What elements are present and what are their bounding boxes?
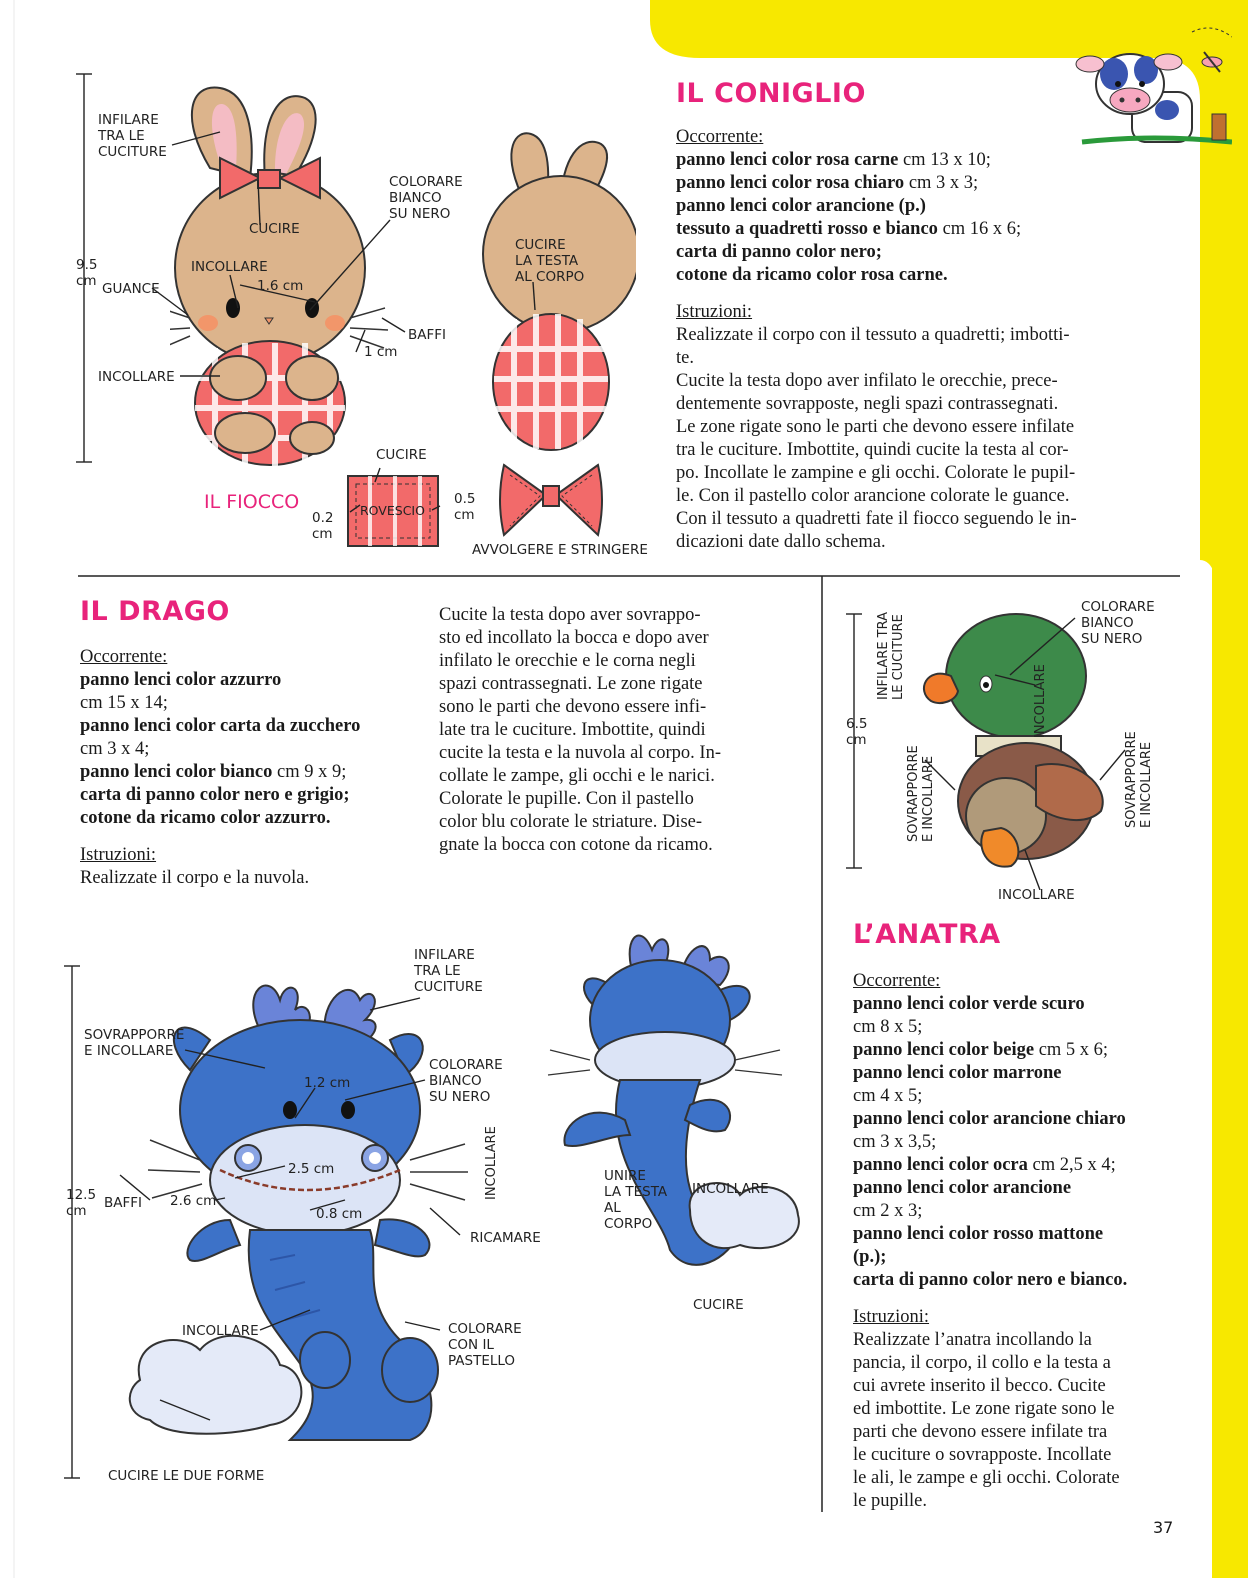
dragon-label-cucire: CUCIRE	[693, 1297, 744, 1313]
material-name: panno lenci color rosso mattone	[853, 1224, 1104, 1244]
material-line	[853, 1131, 1193, 1154]
material-name: carta di panno color nero;	[676, 242, 882, 262]
material-line	[676, 218, 1196, 241]
dragon-label-colorare: COLORARE BIANCO SU NERO	[429, 1057, 503, 1105]
material-size: cm 16 x 6;	[937, 219, 1022, 239]
dragon-nostril-gap: 2.5 cm	[288, 1161, 335, 1177]
instruction-line: te.	[676, 348, 694, 368]
instruction-line: le pupille.	[853, 1491, 927, 1511]
anatra-title: L’ANATRA	[853, 919, 1001, 950]
instruction-line: cucite la testa e la nuvola al corpo. In-	[439, 743, 721, 763]
instruction-line: Cucite la testa dopo aver sovrappo-	[439, 605, 701, 625]
instruction-line: spazi contrassegnati. Le zone rigate	[439, 674, 703, 694]
instruction-line: cui avrete inserito il becco. Cucite	[853, 1376, 1106, 1396]
drago-materials	[80, 646, 430, 890]
drago-instructions-right	[439, 604, 809, 857]
drago-istruzioni-label: Istruzioni:	[80, 845, 157, 865]
material-name: panno lenci color azzurro	[80, 670, 282, 690]
bunny-label-infilare: INFILARE TRA LE CUCITURE	[98, 112, 167, 160]
material-name: panno lenci color arancione	[853, 1178, 1072, 1198]
material-line	[676, 172, 1196, 195]
material-line	[853, 993, 1193, 1016]
material-size: cm 2 x 3;	[853, 1201, 923, 1221]
material-line	[676, 241, 1196, 264]
material-size: cm 3 x 4;	[80, 739, 150, 759]
material-line	[853, 1269, 1193, 1292]
drago-instructions-left	[80, 867, 430, 890]
material-line	[80, 807, 430, 830]
dragon-label-colorare-pastello: COLORARE CON IL PASTELLO	[448, 1321, 522, 1369]
drago-title: IL DRAGO	[80, 596, 230, 627]
material-name: carta di panno color nero e grigio;	[80, 785, 350, 805]
bunny-label-cucire-testa: CUCIRE LA TESTA AL CORPO	[515, 237, 585, 285]
coniglio-occorrente-label: Occorrente:	[676, 127, 764, 147]
instruction-line: late tra le cuciture. Imbottite, quindi	[439, 720, 706, 740]
bunny-label-cucire: CUCIRE	[249, 221, 300, 237]
bow-title: IL FIOCCO	[204, 491, 300, 513]
bunny-whisker-length: 1 cm	[364, 344, 398, 360]
material-size: cm 4 x 5;	[853, 1086, 923, 1106]
instruction-line: collate le zampe, gli occhi e le narici.	[439, 766, 715, 786]
instruction-line: ed imbottite. Le zone rigate sono le	[853, 1399, 1115, 1419]
drago-materials-list	[80, 669, 430, 830]
coniglio-materials	[676, 126, 1196, 554]
coniglio-istruzioni-label: Istruzioni:	[676, 302, 753, 322]
bow-dim-05: 0.5 cm	[454, 491, 476, 523]
dragon-eye-gap: 1.2 cm	[304, 1075, 351, 1091]
material-line	[853, 1246, 1193, 1269]
material-name: carta di panno color nero e bianco.	[853, 1270, 1128, 1290]
instruction-line: po. Incollate le zampine e gli occhi. Colorate le pupil-	[676, 463, 1076, 483]
material-line	[853, 1177, 1193, 1200]
material-line	[80, 715, 430, 738]
material-line	[853, 1085, 1193, 1108]
instruction-line: Realizzate il corpo e la nuvola.	[80, 868, 310, 888]
bow-label-rovescio: ROVESCIO	[360, 503, 425, 518]
anatra-instructions	[853, 1329, 1175, 1513]
material-line	[80, 738, 430, 761]
instruction-line: Colorate le pupille. Con il pastello	[439, 789, 694, 809]
material-name: tessuto a quadretti rosso e bianco	[676, 219, 938, 239]
dragon-label-ricamare: RICAMARE	[470, 1230, 541, 1246]
material-line	[676, 149, 1196, 172]
instruction-line: sto ed incollato la bocca e dopo aver	[439, 628, 709, 648]
material-size: cm 9 x 9;	[272, 762, 347, 782]
material-name: panno lenci color arancione chiaro	[853, 1109, 1126, 1129]
material-size: cm 5 x 6;	[1034, 1040, 1109, 1060]
material-size: cm 2,5 x 4;	[1027, 1155, 1116, 1175]
instruction-line: Realizzate il corpo con il tessuto a quadretti; imbotti-	[676, 325, 1070, 345]
dragon-label-incollare-vertical: INCOLLARE	[484, 1126, 499, 1200]
dragon-label-incollare-right: INCOLLARE	[692, 1181, 769, 1197]
material-size: cm 13 x 10;	[898, 150, 991, 170]
dragon-mouth-dim: 0.8 cm	[316, 1206, 363, 1222]
material-name: panno lenci color arancione (p.)	[676, 196, 926, 216]
material-line	[676, 195, 1196, 218]
coniglio-instructions	[676, 324, 1176, 554]
dragon-label-unire: UNIRE LA TESTA AL CORPO	[604, 1168, 668, 1232]
material-name: panno lenci color verde scuro	[853, 994, 1085, 1014]
instruction-line: pancia, il corpo, il collo e la testa a	[853, 1353, 1111, 1373]
duck-label-sovrapporre-left: SOVRAPPORRE E INCOLLARE	[906, 745, 936, 842]
material-name: panno lenci color rosa chiaro	[676, 173, 905, 193]
material-line	[853, 1039, 1193, 1062]
drago-occorrente-label: Occorrente:	[80, 647, 168, 667]
instruction-line: sono le parti che devono essere infi-	[439, 697, 707, 717]
material-name: panno lenci color carta da zucchero	[80, 716, 361, 736]
bow-dim-02: 0.2 cm	[312, 510, 334, 542]
material-line	[853, 1062, 1193, 1085]
material-line	[80, 669, 430, 692]
material-name: panno lenci color rosa carne	[676, 150, 899, 170]
instruction-line: Realizzate l’anatra incollando la	[853, 1330, 1092, 1350]
duck-label-sovrapporre-right: SOVRAPPORRE E INCOLLARE	[1124, 731, 1154, 828]
anatra-occorrente-label: Occorrente:	[853, 971, 941, 991]
anatra-materials-list	[853, 993, 1193, 1292]
anatra-materials	[853, 970, 1193, 1513]
bunny-label-guance: GUANCE	[102, 281, 160, 297]
duck-label-incollare-vertical: INCOLLARE	[1033, 664, 1048, 738]
bow-label-avvolgere: AVVOLGERE E STRINGERE	[472, 542, 648, 558]
bunny-height-value: 9.5 cm	[76, 257, 98, 289]
material-size: cm 8 x 5;	[853, 1017, 923, 1037]
material-line	[853, 1108, 1193, 1131]
bunny-label-incollare-eyes: INCOLLARE	[191, 259, 268, 275]
material-line	[80, 692, 430, 715]
instruction-line: Con il tessuto a quadretti fate il fiocco seguendo le in-	[676, 509, 1077, 529]
dragon-whisker-length: 2.6 cm	[170, 1193, 217, 1209]
bunny-label-baffi: BAFFI	[408, 327, 447, 343]
instruction-line: le cuciture o sovrapposte. Incollate	[853, 1445, 1112, 1465]
bunny-label-incollare-paws: INCOLLARE	[98, 369, 175, 385]
instruction-line: Cucite la testa dopo aver infilato le orecchie, prece-	[676, 371, 1058, 391]
instruction-line: tra le cuciture. Imbottite, quindi cucite la testa al cor-	[676, 440, 1069, 460]
material-line	[853, 1154, 1193, 1177]
material-name: panno lenci color bianco	[80, 762, 273, 782]
instruction-line: le ali, le zampe e gli occhi. Colorate	[853, 1468, 1120, 1488]
material-name: cotone da ricamo color azzurro.	[80, 808, 331, 828]
instruction-line: dicazioni date dallo schema.	[676, 532, 886, 552]
material-line	[853, 1016, 1193, 1039]
material-name: cotone da ricamo color rosa carne.	[676, 265, 948, 285]
page-number: 37	[1153, 1518, 1174, 1537]
material-line	[853, 1200, 1193, 1223]
instruction-line: parti che devono essere infilate tra	[853, 1422, 1108, 1442]
anatra-istruzioni-label: Istruzioni:	[853, 1307, 930, 1327]
material-name: (p.);	[853, 1247, 887, 1267]
bunny-label-colorare: COLORARE BIANCO SU NERO	[389, 174, 463, 222]
material-size: cm 3 x 3,5;	[853, 1132, 937, 1152]
material-line	[80, 784, 430, 807]
duck-label-colorare: COLORARE BIANCO SU NERO	[1081, 599, 1155, 647]
material-size: cm 3 x 3;	[904, 173, 979, 193]
instruction-line: dentemente sovrapposte, negli spazi contrassegnati.	[676, 394, 1059, 414]
material-name: panno lenci color beige	[853, 1040, 1035, 1060]
duck-height-value: 6.5 cm	[846, 716, 868, 748]
dragon-label-cucire-due: CUCIRE LE DUE FORME	[108, 1468, 265, 1484]
material-line	[676, 264, 1196, 287]
bow-label-cucire: CUCIRE	[376, 447, 427, 463]
instruction-line: le. Con il pastello color arancione colorate le guance.	[676, 486, 1070, 506]
duck-label-incollare-bottom: INCOLLARE	[998, 887, 1075, 903]
coniglio-materials-list	[676, 149, 1196, 287]
material-line	[80, 761, 430, 784]
dragon-label-infilare: INFILARE TRA LE CUCITURE	[414, 947, 483, 995]
instruction-line: infilato le orecchie e le corna negli	[439, 651, 696, 671]
dragon-height-value: 12.5 cm	[66, 1187, 97, 1219]
dragon-label-incollare-left: INCOLLARE	[182, 1323, 259, 1339]
instruction-line: Le zone rigate sono le parti che devono essere infilate	[676, 417, 1075, 437]
dragon-label-sovrapporre: SOVRAPPORRE E INCOLLARE	[84, 1027, 185, 1059]
duck-label-infilare-vertical: INFILARE TRA LE CUCITURE	[876, 611, 906, 700]
bunny-eye-gap: 1.6 cm	[257, 278, 304, 294]
material-size: cm 15 x 14;	[80, 693, 168, 713]
material-name: panno lenci color marrone	[853, 1063, 1062, 1083]
material-name: panno lenci color ocra	[853, 1155, 1028, 1175]
material-line	[853, 1223, 1193, 1246]
instruction-line: color blu colorate le striature. Dise-	[439, 812, 703, 832]
dragon-label-baffi: BAFFI	[104, 1195, 143, 1211]
instruction-line: gnate la bocca con cotone da ricamo.	[439, 835, 713, 855]
coniglio-title: IL CONIGLIO	[676, 78, 866, 109]
